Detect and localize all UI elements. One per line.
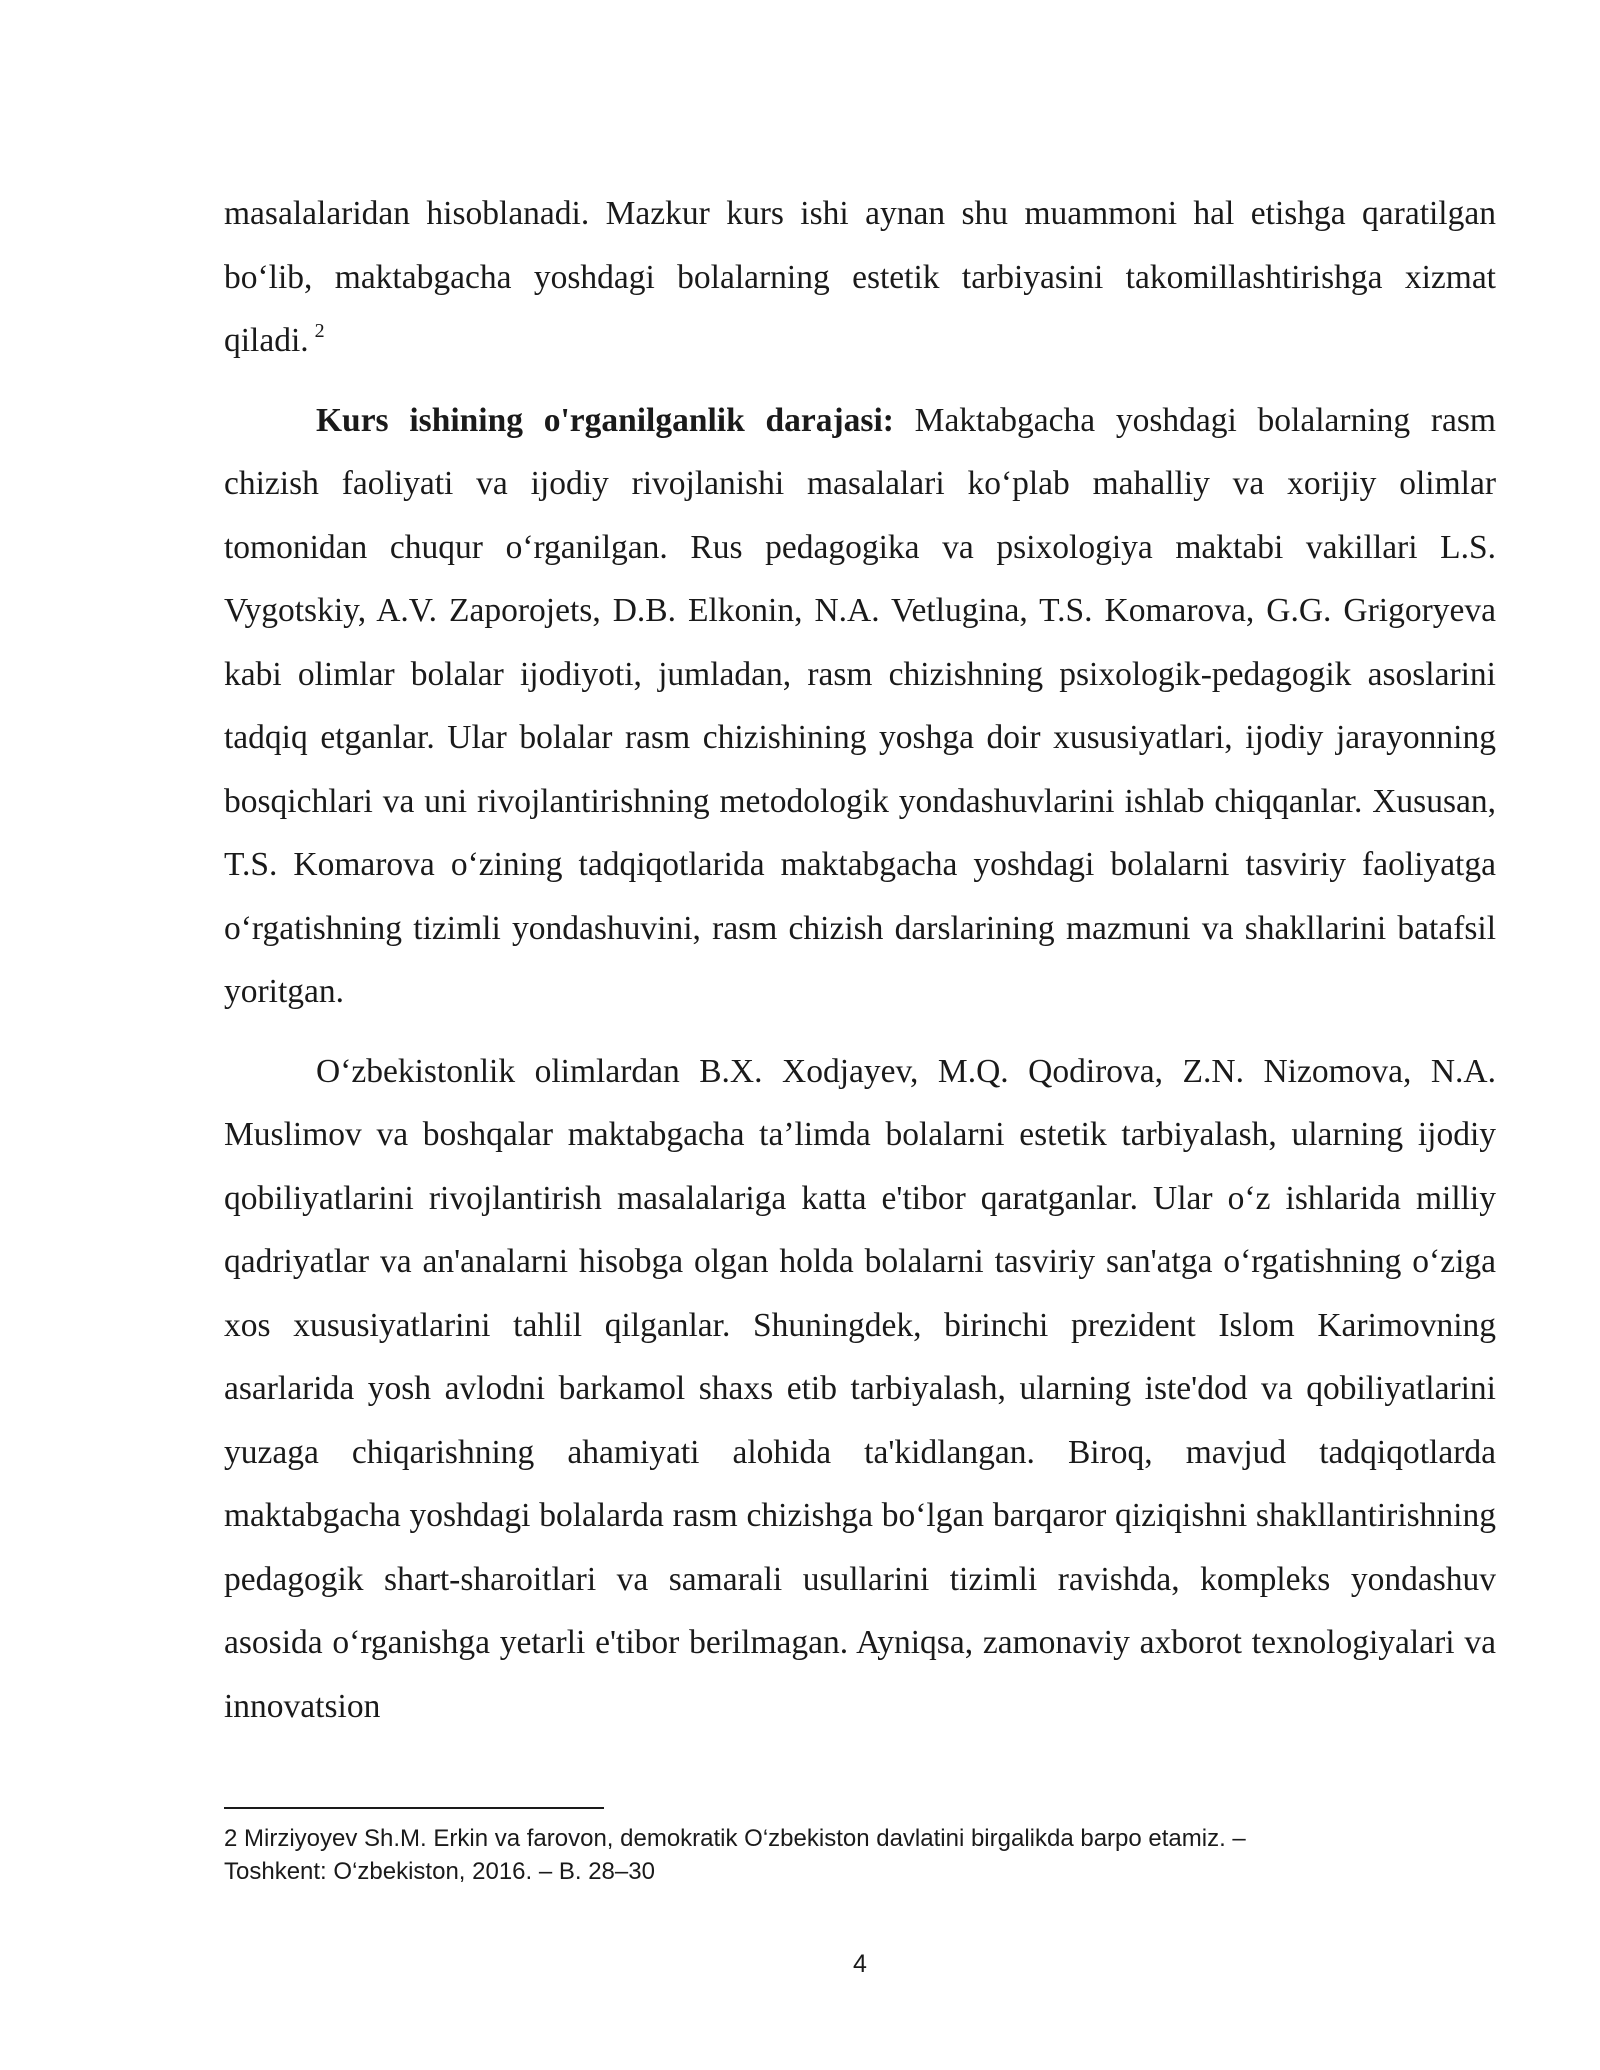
paragraph-study-degree (224, 389, 1496, 1024)
footnote-reference[interactable]: 2 (314, 320, 325, 342)
paragraph-intro-continuation (224, 182, 1496, 373)
section-heading: Kurs ishining o'rganilganlik darajasi: (316, 401, 894, 439)
footnote-line: 2 Mirziyoyev Sh.M. Erkin va farovon, demokratik O‘zbekiston davlatini birgalikda barpo etamiz. – (224, 1825, 1246, 1852)
paragraph-text: O‘zbekistonlik olimlardan B.X. Xodjayev, M.Q. Qodirova, Z.N. Nizomova, N.A. Muslimov va boshqalar maktabgacha ta’limda bolalarni estetik tarbiyalash, ularning ijodiy qobiliyatlarini rivojlantirish masalalariga katta e'tibor qaratganlar. Ular o‘z ishlarida milliy qadriyatlar va an'analarni hisobga olgan holda bolalarni tasviriy san'atga o‘rgatishning o‘ziga xos xususiyatlarini tahlil qilganlar. Shuningdek, birinchi prezident Islom Karimovning asarlarida yosh avlodni barkamol shaxs etib tarbiyalash, ularning iste'dod va qobiliyatlarini yuzaga chiqarishning ahamiyati alohida ta'kidlangan. Biroq, mavjud tadqiqotlarda maktabgacha yoshdagi bolalarda rasm chizishga bo‘lgan barqaror qiziqishni shakllantirishning pedagogik shart-sharoitlari va samarali usullarini tizimli ravishda, kompleks yondashuv asosida o‘rganishga yetarli e'tibor berilmagan. Ayniqsa, zamonaviy axborot texnologiyalari va innovatsion (224, 1052, 1496, 1725)
paragraph-text: masalalaridan hisoblanadi. Mazkur kurs ishi aynan shu muammoni hal etishga qaratilgan bo‘lib, maktabgacha yoshdagi bolalarning estetik tarbiyasini takomillashtirishga xizmat qiladi. (224, 195, 1496, 359)
main-text (224, 182, 1496, 1738)
paragraph-text: Maktabgacha yoshdagi bolalarning rasm chizish faoliyati va ijodiy rivojlanishi masalalari ko‘plab mahalliy va xorijiy olimlar tomonidan chuqur o‘rganilgan. Rus pedagogika va psixologiya maktabi vakillari L.S. Vygotskiy, A.V. Zaporojets, D.B. Elkonin, N.A. Vetlugina, T.S. Komarova, G.G. Grigoryeva kabi olimlar bolalar ijodiyoti, jumladan, rasm chizishning psixologik-pedagogik asoslarini tadqiq etganlar. Ular bolalar rasm chizishining yoshga doir xususiyatlari, ijodiy jarayonning bosqichlari va uni rivojlantirishning metodologik yondashuvlarini ishlab chiqqanlar. Xususan, T.S. Komarova o‘zining tadqiqotlarida maktabgacha yoshdagi bolalarni tasviriy faoliyatga o‘rgatishning tizimli yondashuvini, rasm chizish darslarining mazmuni va shakllarini batafsil yoritgan. (224, 401, 1496, 1010)
page-number: 4 (853, 1950, 867, 1978)
footnote (224, 1822, 1404, 1888)
footnote-divider (224, 1807, 604, 1809)
paragraph-uzbek-scholars (224, 1040, 1496, 1739)
footnote-line: Toshkent: O‘zbekiston, 2016. – B. 28–30 (224, 1858, 655, 1885)
